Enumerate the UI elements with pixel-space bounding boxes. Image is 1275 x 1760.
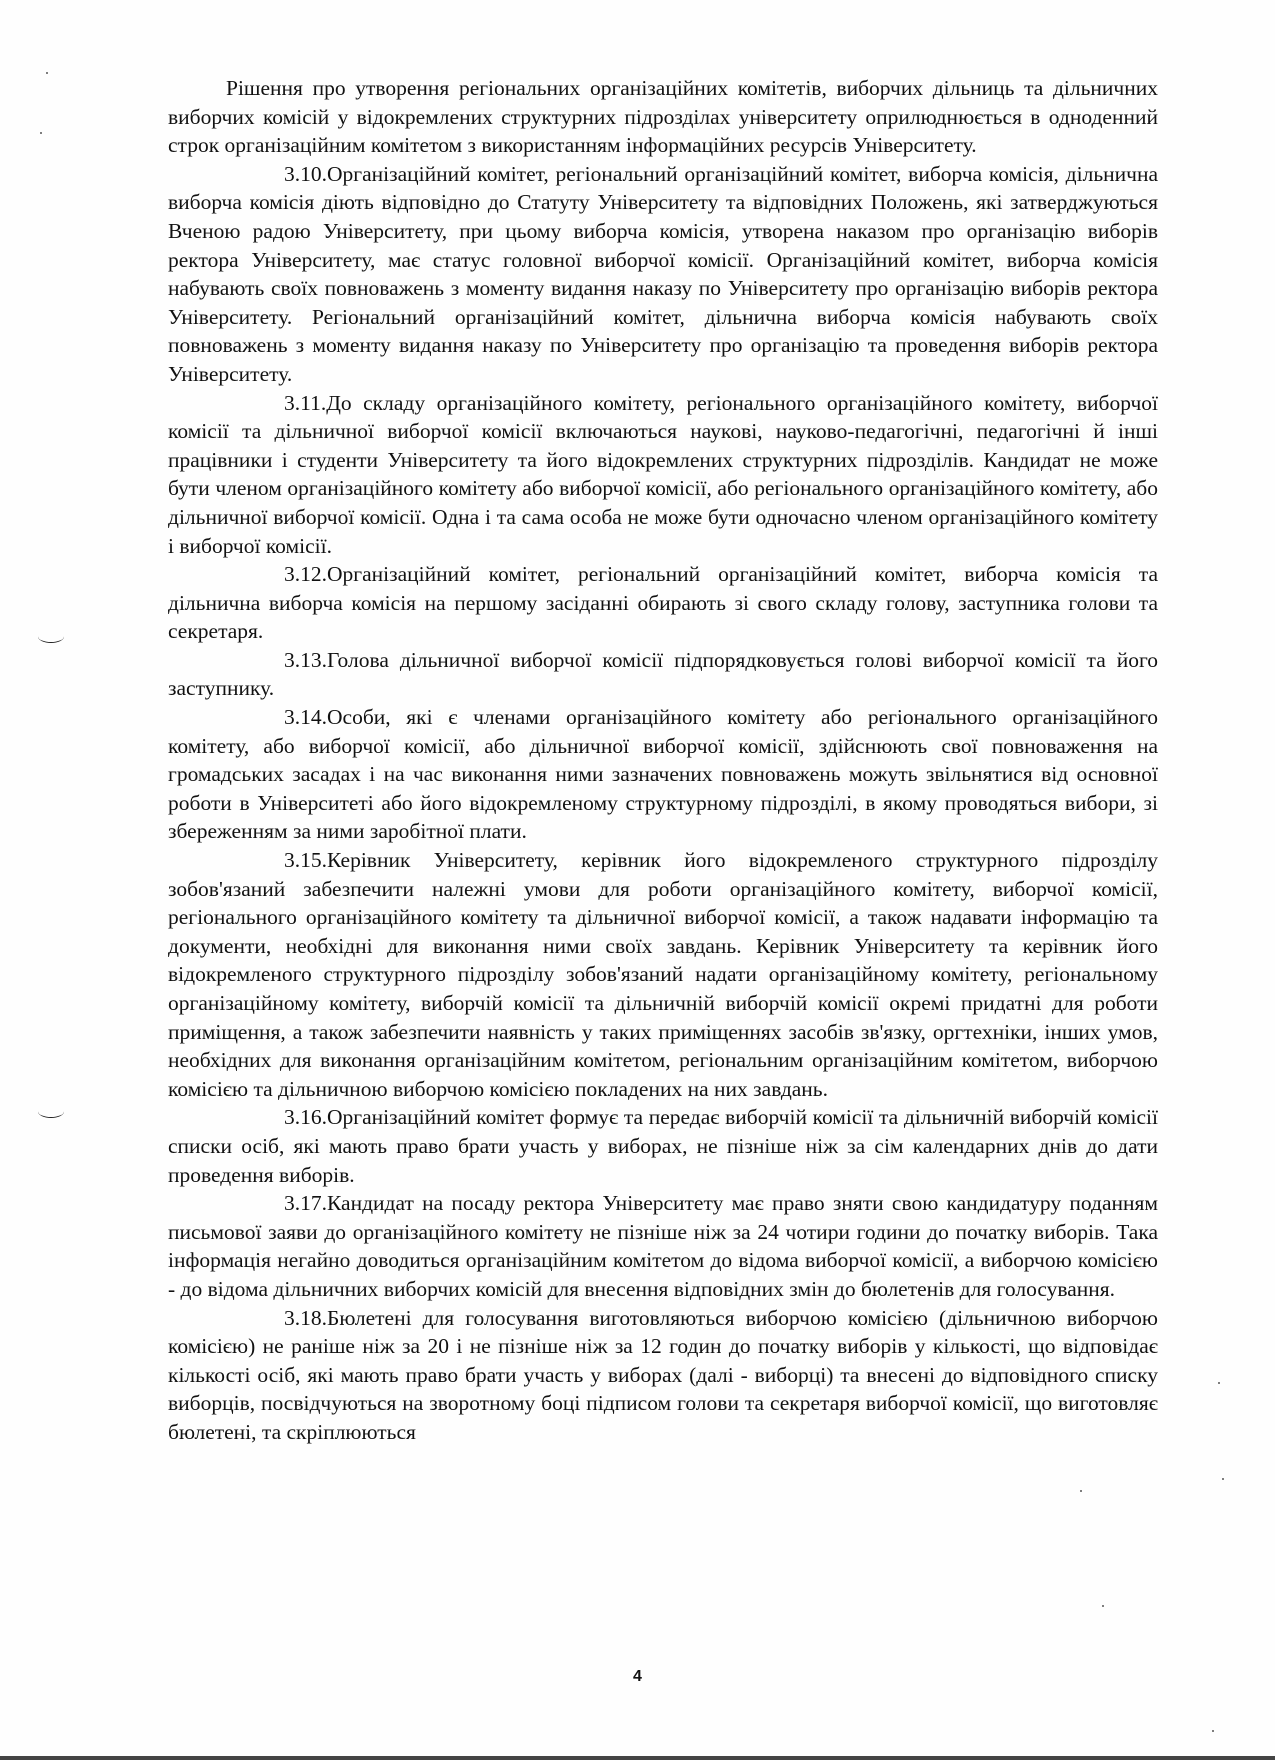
- paragraph-text: Кандидат на посаду ректора Університету має право зняти свою кандидатуру поданням письмової заяви до організаційного комітету не пізніше ніж за 24 чотири години до початку виборів. Така інформація негайно доводиться організаційним комітетом до відома виборчої комісії, а виборчою комісією - до відома дільничних виборчих комісій для внесення відповідних змін до бюлетенів для голосування.: [168, 1191, 1158, 1301]
- scan-dot: [1212, 1730, 1214, 1732]
- scan-dot: [1222, 1478, 1224, 1480]
- paragraph-text: Особи, які є членами організаційного комітету або регіонального організаційного комітету, або виборчої комісії, або дільничної виборчої комісії, здійснюють свої повноваження на громадських засадах і на час виконання ними зазначених повноважень можуть звільнятися від основної роботи в Університеті або його відокремленому структурному підрозділі, в якому проводяться вибори, зі збереженням за ними заробітної плати.: [168, 705, 1158, 844]
- paragraph-text: Організаційний комітет, регіональний організаційний комітет, виборча комісія та дільнична виборча комісія на першому засіданні обирають зі свого складу голову, заступника голови та секретаря.: [168, 562, 1158, 644]
- paragraph-3-10: [168, 160, 1158, 389]
- paragraph-3-18: [168, 1304, 1158, 1447]
- paragraph-3-14: [168, 703, 1158, 846]
- paragraph-number: 3.14.: [284, 705, 327, 730]
- scan-dot: [1218, 1382, 1220, 1384]
- paragraph-intro: [168, 74, 1158, 160]
- paragraph-text: Голова дільничної виборчої комісії підпорядковується голові виборчої комісії та його заступнику.: [168, 647, 1158, 701]
- scan-dot: [46, 72, 48, 74]
- paragraph-number: 3.11.: [284, 390, 327, 415]
- paragraph-number: 3.15.: [284, 848, 327, 873]
- paragraph-3-15: [168, 846, 1158, 1103]
- paragraph-3-13: [168, 646, 1158, 703]
- paragraph-3-16: [168, 1103, 1158, 1189]
- paragraph-text: Організаційний комітет, регіональний організаційний комітет, виборча комісія, дільнична виборча комісія діють відповідно до Статуту Університету та відповідних Положень, які затверджуються Вченою радою Університету, при цьому виборча комісія, утворена наказом про організацію виборів ректора Університету, має статус головної виборчої комісії. Організаційний комітет, виборча комісія набувають своїх повноважень з моменту видання наказу по Університету про організацію виборів ректора Університету. Регіональний організаційний комітет, дільнична виборча комісія набувають своїх повноважень з моменту видання наказу по Університету про організацію та проведення виборів ректора Університету.: [168, 161, 1158, 386]
- scan-artifact: [38, 630, 64, 643]
- paragraph-3-11: [168, 389, 1158, 561]
- scan-dot: [1102, 1605, 1104, 1607]
- paragraph-3-17: [168, 1189, 1158, 1303]
- scan-bottom-edge: [0, 1756, 1275, 1760]
- paragraph-text: Керівник Університету, керівник його відокремленого структурного підрозділу зобов'язаний забезпечити належні умови для роботи організаційного комітету, виборчої комісії, регіонального організаційного комітету та дільничної виборчої комісії, а також надавати інформацію та документи, необхідні для виконання ними своїх завдань. Керівник Університету та керівник його відокремленого структурного підрозділу зобов'язаний надати організаційному комітету, регіональному організаційному комітету, виборчій комісії та дільничній виборчій комісії окремі придатні для роботи приміщення, а також забезпечити наявність у таких приміщеннях засобів зв'язку, оргтехніки, інших умов, необхідних для виконання організаційним комітетом, регіональним організаційним комітетом, виборчою комісією та дільничною виборчою комісією покладених на них завдань.: [168, 848, 1158, 1101]
- paragraph-text: Організаційний комітет формує та передає виборчій комісії та дільничній виборчій комісії списки осіб, які мають право брати участь у виборах, не пізніше ніж за сім календарних днів до дати проведення виборів.: [168, 1105, 1158, 1187]
- paragraph-number: 3.18.: [284, 1305, 327, 1330]
- scan-artifact: [38, 1105, 64, 1118]
- paragraph-number: 3.12.: [284, 562, 327, 587]
- page-number: 4: [633, 1668, 642, 1685]
- scan-dot: [40, 132, 42, 134]
- paragraph-number: 3.13.: [284, 647, 327, 672]
- paragraph-number: 3.17.: [284, 1191, 327, 1216]
- document-body: [168, 74, 1158, 1447]
- scan-dot: [1080, 1490, 1082, 1492]
- paragraph-3-12: [168, 560, 1158, 646]
- paragraph-text: До складу організаційного комітету, регіонального організаційного комітету, виборчої комісії та дільничної виборчої комісії включаються наукові, науково-педагогічні, педагогічні й інші працівники і студенти Університету та його відокремлених структурних підрозділів. Кандидат не може бути членом організаційного комітету або виборчої комісії, або регіонального організаційного комітету, або дільничної виборчої комісії. Одна і та сама особа не може бути одночасно членом організаційного комітету і виборчої комісії.: [168, 390, 1158, 558]
- paragraph-text: Бюлетені для голосування виготовляються виборчою комісією (дільничною виборчою комісією) не раніше ніж за 20 і не пізніше ніж за 12 годин до початку виборів у кількості, що відповідає кількості осіб, які мають право брати участь у виборах (далі - виборці) та внесені до відповідного списку виборців, посвідчуються на зворотному боці підписом голови та секретаря виборчої комісії, що виготовляє бюлетені, та скріплюються: [168, 1305, 1158, 1444]
- paragraph-number: 3.10.: [284, 161, 327, 186]
- paragraph-number: 3.16.: [284, 1105, 327, 1130]
- paragraph-text: Рішення про утворення регіональних організаційних комітетів, виборчих дільниць та дільничних виборчих комісій у відокремлених структурних підрозділах університету оприлюднюється в одноденний строк організаційним комітетом з використанням інформаційних ресурсів Університету.: [168, 76, 1158, 158]
